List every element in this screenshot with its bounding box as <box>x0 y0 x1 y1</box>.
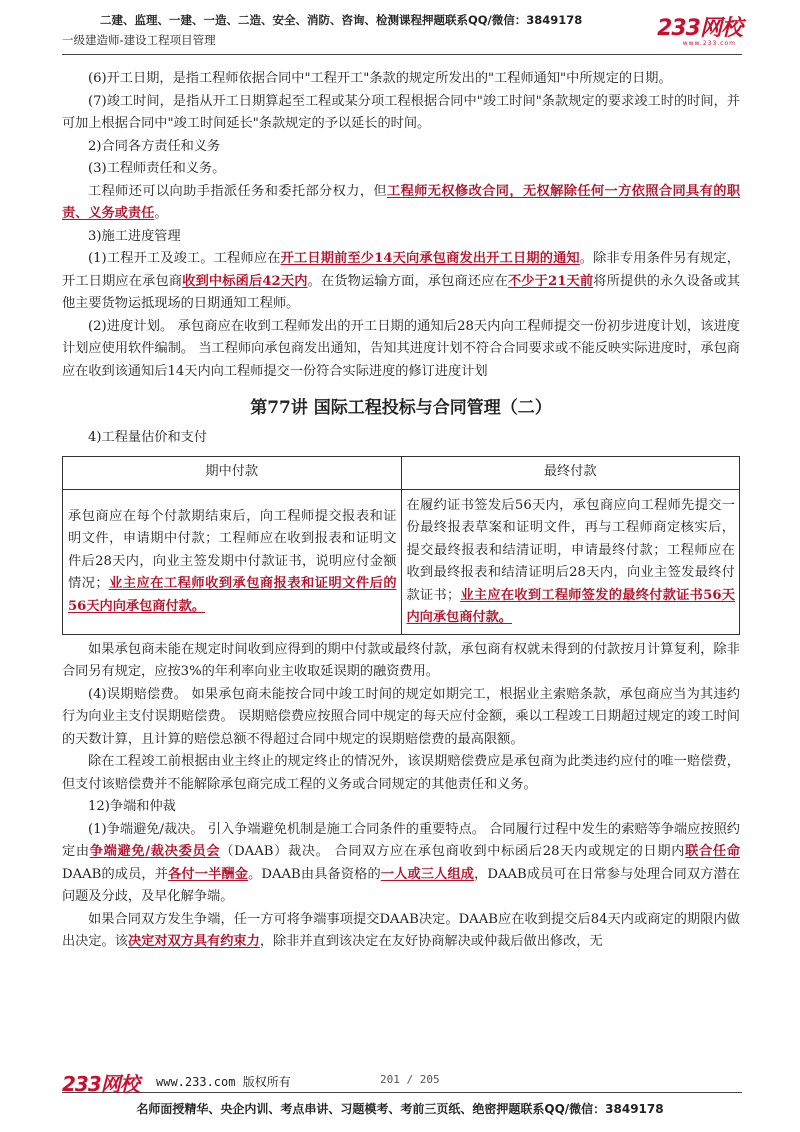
paragraph-daab-decision <box>62 909 740 954</box>
page-footer <box>62 1064 742 1096</box>
text-span: (1)工程开工及竣工。工程师应在 <box>88 251 281 266</box>
page-number: 201 / 205 <box>380 1073 440 1086</box>
interim-payment-cell <box>63 489 402 634</box>
paragraph-start-date: (6)开工日期，是指工程师依据合同中"工程开工"条款的规定所发出的"工程师通知"中所规定的日期。 <box>88 71 672 86</box>
footer-brand-logo: 233网校 <box>62 1072 139 1096</box>
paragraph-engineer-authority <box>62 181 740 226</box>
text-span: 工程师还可以向助手指派任务和委托部分权力，但 <box>88 183 388 199</box>
key-point-highlight: 开工日期前至少14天向承包商发出开工日期的通知 <box>280 251 580 266</box>
key-point-highlight: 工程师无权修改合同，无权解除任何一方依照合同具有的职责、义务或责任 <box>62 183 741 221</box>
key-point-highlight: 业主应在收到工程师签发的最终付款证书56天内向承包商付款。 <box>406 587 735 625</box>
heading-disputes-arbitration: 12)争端和仲裁 <box>88 799 176 814</box>
text-span: 在履约证书签发后56天内，承包商应向工程师先提交一份最终报表草案和证明文件，再与工程师商定核实后，提交最终报表和结清证明，申请最终付款；工程师应在收到最终报表和结清证明后28天内，向业主签发最终付款证书； <box>406 497 735 603</box>
brand-logo-url: www.233.com <box>682 40 736 47</box>
paragraph-delay-damages: (4)误期赔偿费。 如果承包商未能按合同中竣工时间的规定如期完工，根据业主索赔条款，承包商应当为其违约行为向业主支付误期赔偿费。 误期赔偿费应按照合同中规定的每天应付金额，乘以工程竣工日期超过规定的竣工时间的天数计算，且计算的赔偿总额不得超过合同中规定的误期赔偿费的最高限额。 <box>62 686 740 747</box>
key-point-highlight: 争端避免/裁决委员会 <box>89 844 221 859</box>
column-header-final-payment: 最终付款 <box>401 456 740 489</box>
text-span: (1)争端避免/裁决。 引入争端避免机制是施工合同条件的重要特点。 合同履行过程中发生的索赔等争端应按照约定由 <box>62 821 740 859</box>
payment-table <box>62 456 740 635</box>
heading-schedule-management: 3)施工进度管理 <box>88 228 181 244</box>
heading-valuation-payment: 4)工程量估价和支付 <box>88 430 208 445</box>
footer-promo-text: 名师面授精华、央企内训、考点串讲、习题模考、考前三页纸、绝密押题联系QQ/微信：3849178 <box>136 1102 664 1116</box>
key-point-highlight: 一人或三人组成 <box>380 866 475 882</box>
text-span: 承包商应在每个付款期结束后，向工程师提交报表和证明文件，申请期中付款；工程师应在收到报表和证明文件后28天内，向业主签发期中付款证书，说明应付金额情况； <box>68 508 397 592</box>
text-span: （DAAB）裁决。 合同双方应在承包商收到中标函后28天内或规定的日期内 <box>220 844 686 859</box>
text-span: 。DAAB由具备资格的 <box>248 866 381 882</box>
table-header-row <box>63 456 740 489</box>
key-point-highlight: 收到中标函后42天内 <box>182 273 308 289</box>
key-point-highlight: 各付一半酬金 <box>168 866 249 882</box>
paragraph-sole-damages: 除在工程竣工前根据由业主终止的规定终止的情况外，该误期赔偿费应是承包商为此类违约应付的唯一赔偿费，但支付该赔偿费并不能解除承包商完成工程的义务或合同规定的其他责任和义务。 <box>62 754 740 792</box>
heading-party-duties: 2)合同各方责任和义务 <box>88 138 221 154</box>
footer-copyright: www.233.com 版权所有 <box>156 1075 291 1089</box>
final-payment-cell <box>401 489 740 634</box>
text-span: ，DAAB成员可在日常参与处理合同双方潜在问题及分歧，及早化解争端。 <box>62 866 740 904</box>
text-span: 。除非专用条件另有规定，开工日期应在承包商 <box>62 251 740 289</box>
document-body <box>62 68 740 954</box>
text-span: DAAB的成员，并 <box>62 866 169 882</box>
table-row <box>63 489 740 634</box>
text-span: 。在货物运输方面，承包商还应在 <box>307 273 508 289</box>
text-span: 将所提供的永久设备或其他主要货物运抵现场的日期通知工程师。 <box>62 273 741 311</box>
text-span: ，除非并直到该决定在友好协商解决或仲裁后做出修改，无 <box>259 934 603 949</box>
column-header-interim-payment: 期中付款 <box>63 456 402 489</box>
paragraph-completion-time: (7)竣工时间，是指从开工日期算起至工程或某分项工程根据合同中"竣工时间"条款规定的要求竣工时的时间，并可加上根据合同中"竣工时间延长"条款规定的予以延长的时间。 <box>62 93 740 131</box>
header-promo-text: 二建、监理、一建、一造、二造、安全、消防、咨询、检测课程押题联系QQ/微信：3849178 <box>100 13 583 27</box>
brand-logo: 233网校 <box>657 16 742 41</box>
key-point-highlight: 决定对双方具有约束力 <box>127 934 260 949</box>
text-span: 如果合同双方发生争端，任一方可将争端事项提交DAAB决定。DAAB应在收到提交后84天内或商定的期限内做出决定。该 <box>62 911 740 949</box>
paragraph-late-payment: 如果承包商未能在规定时间收到应得到的期中付款或最终付款，承包商有权就未得到的付款按月计算复利，除非合同另有规定，应按3%的年利率向业主收取延误期的融资费用。 <box>62 641 740 679</box>
course-title: 一级建造师-建设工程项目管理 <box>62 33 216 47</box>
paragraph-daab <box>62 819 740 909</box>
key-point-highlight: 不少于21天前 <box>507 273 594 289</box>
heading-engineer-duties: (3)工程师责任和义务。 <box>88 161 226 176</box>
key-point-highlight: 联合任命 <box>685 844 741 859</box>
paragraph-commencement <box>62 248 740 316</box>
page-header <box>62 10 742 55</box>
text-span: 。 <box>154 206 168 221</box>
lecture-title: 第77讲 国际工程投标与合同管理（二） <box>250 398 552 418</box>
key-point-highlight: 业主应在工程师收到承包商报表和证明文件后的56天内向承包商付款。 <box>68 576 397 614</box>
paragraph-progress-plan: (2)进度计划。 承包商应在收到工程师发出的开工日期的通知后28天内向工程师提交一份初步进度计划，该进度计划应使用软件编制。 当工程师向承包商发出通知，告知其进度计划不符合合同要求或不能反映实际进度时，承包商应在收到该通知后14天内向工程师提交一份符合实际进度的修订进度计划 <box>62 318 740 379</box>
